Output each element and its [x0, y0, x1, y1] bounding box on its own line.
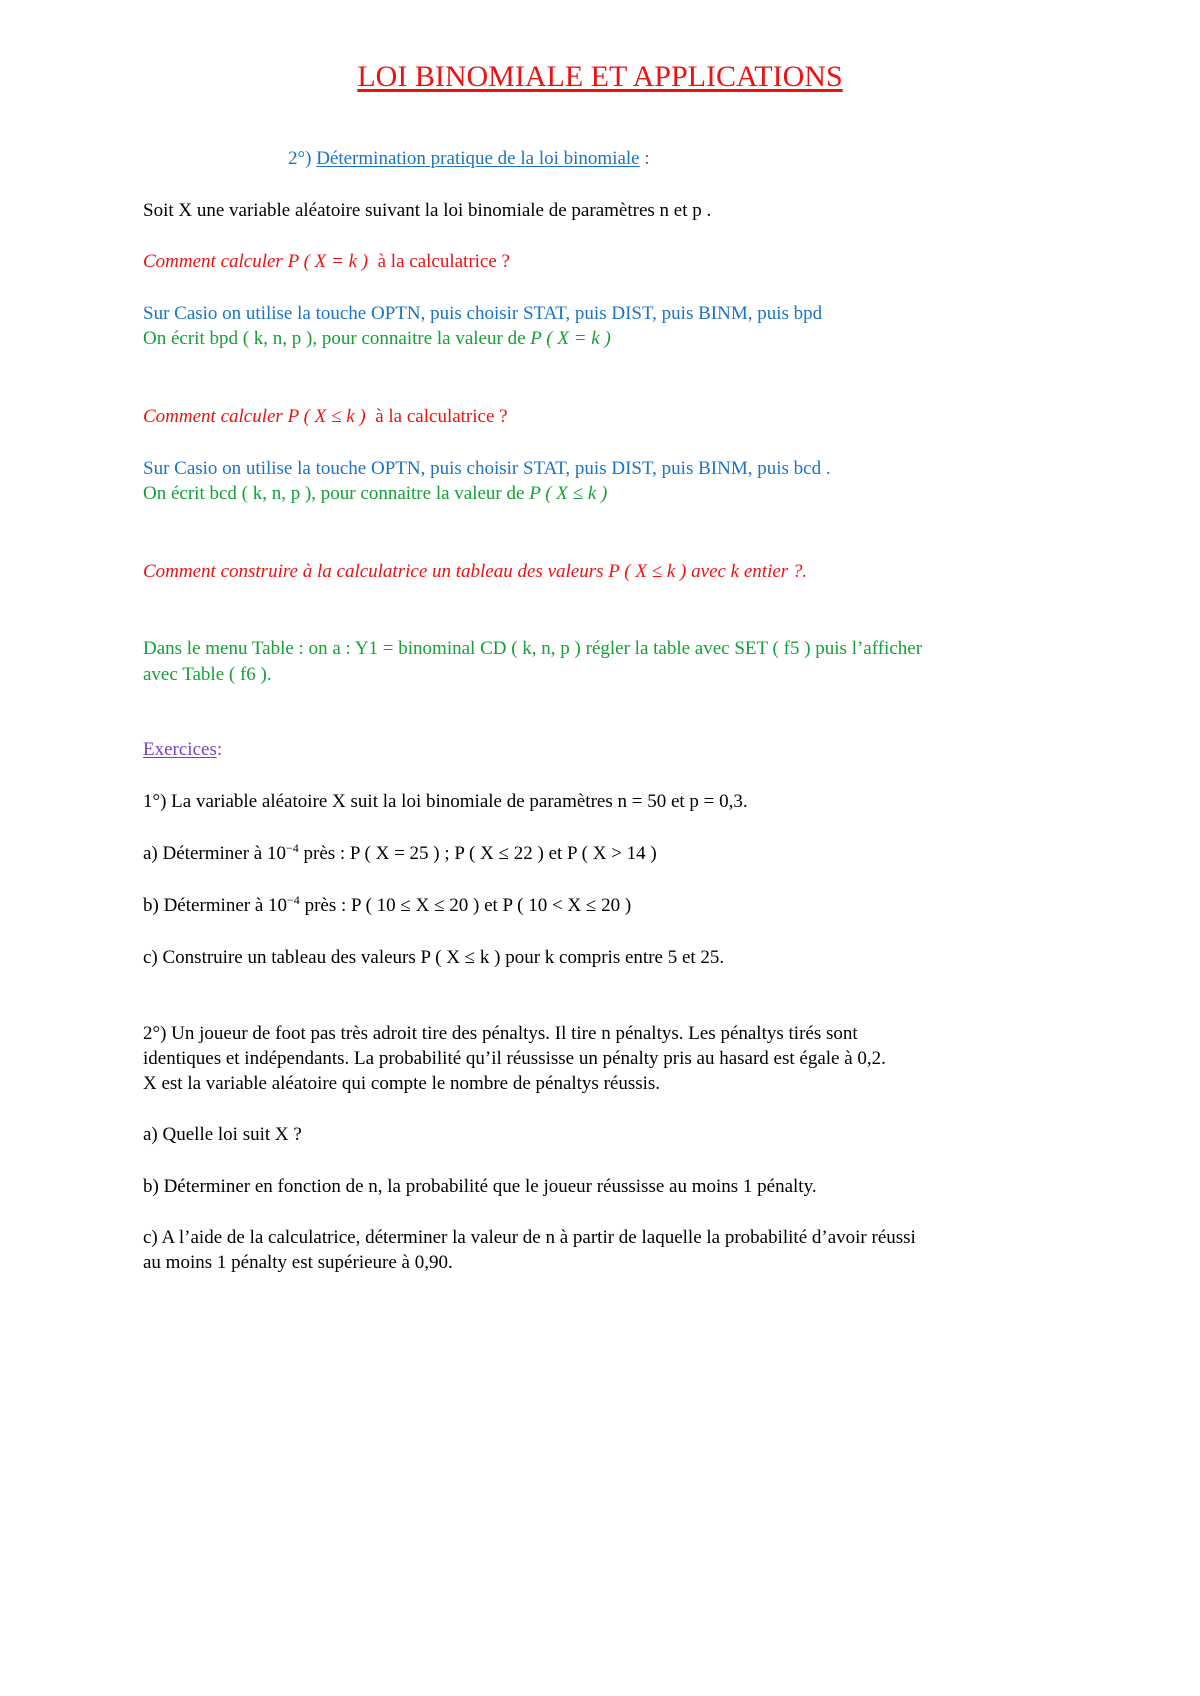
section-label: Détermination pratique de la loi binomiale — [316, 148, 640, 169]
question-1 — [143, 250, 510, 274]
exercise-1-b-prefix: b) Déterminer à 10 — [143, 895, 288, 916]
answer-1-casio: Sur Casio on utilise la touche OPTN, puis choisir STAT, puis DIST, puis BINM, puis bpd — [143, 303, 823, 324]
exercise-1-statement: 1°) La variable aléatoire X suit la loi binomiale de paramètres n = 50 et p = 0,3. — [143, 791, 748, 812]
question-2 — [143, 405, 508, 429]
answer-2-ecrit — [143, 482, 607, 506]
answer-3-line-1: Dans le menu Table : on a : Y1 = binominal CD ( k, n, p ) régler la table avec SET ( f5 ) puis l’afficher — [143, 638, 923, 659]
exercise-2-line-3: X est la variable aléatoire qui compte le nombre de pénaltys réussis. — [143, 1073, 661, 1094]
answer-1-ecrit-expr: P ( X = k ) — [530, 328, 611, 349]
question-3: Comment construire à la calculatrice un tableau des valeurs P ( X ≤ k ) avec k entier ?. — [143, 561, 808, 582]
exercise-1-a-prefix: a) Déterminer à 10 — [143, 843, 286, 864]
question-2-expr: Comment calculer P ( X ≤ k ) — [143, 406, 366, 427]
exercise-2-line-2: identiques et indépendants. La probabilité qu’il réussisse un pénalty pris au hasard est égale à 0,2. — [143, 1048, 886, 1069]
exercices-heading — [143, 738, 222, 762]
answer-2-ecrit-text: On écrit bcd ( k, n, p ), pour connaitre la valeur de — [143, 483, 530, 504]
answer-1-ecrit — [143, 327, 611, 351]
section-colon: : — [639, 148, 650, 169]
exercise-1-c: c) Construire un tableau des valeurs P ( X ≤ k ) pour k compris entre 5 et 25. — [143, 947, 725, 968]
question-2-suffix: à la calculatrice ? — [365, 406, 508, 427]
section-heading — [288, 147, 650, 171]
exercise-1-b-exponent: −4 — [287, 893, 300, 907]
answer-2-casio: Sur Casio on utilise la touche OPTN, puis choisir STAT, puis DIST, puis BINM, puis bcd . — [143, 458, 831, 479]
exercise-2-c-line-1: c) A l’aide de la calculatrice, déterminer la valeur de n à partir de laquelle la probabilité d’avoir réussi — [143, 1227, 916, 1248]
exercise-2-a: a) Quelle loi suit X ? — [143, 1124, 302, 1145]
intro-text: Soit X une variable aléatoire suivant la loi binomiale de paramètres n et p . — [143, 200, 712, 221]
exercise-2-c-line-2: au moins 1 pénalty est supérieure à 0,90. — [143, 1252, 453, 1273]
exercise-2-line-1: 2°) Un joueur de foot pas très adroit tire des pénaltys. Il tire n pénaltys. Les pénaltys tirés sont — [143, 1023, 858, 1044]
exercise-2-b: b) Déterminer en fonction de n, la probabilité que le joueur réussisse au moins 1 pénalty. — [143, 1176, 817, 1197]
document-title: LOI BINOMIALE ET APPLICATIONS — [357, 60, 843, 93]
exercise-1-b-suffix: près : P ( 10 ≤ X ≤ 20 ) et P ( 10 < X ≤ 20 ) — [299, 895, 632, 916]
exercise-1-a — [143, 842, 657, 866]
exercise-1-b — [143, 894, 631, 918]
question-1-suffix: à la calculatrice ? — [368, 251, 510, 272]
answer-1-ecrit-text: On écrit bpd ( k, n, p ), pour connaitre la valeur de — [143, 328, 531, 349]
question-1-expr: Comment calculer P ( X = k ) — [143, 251, 369, 272]
exercise-1-a-exponent: −4 — [285, 841, 299, 855]
answer-3-line-2: avec Table ( f6 ). — [143, 664, 272, 685]
exercices-colon: : — [216, 739, 223, 760]
section-number: 2°) — [288, 148, 312, 169]
exercise-1-a-suffix: près : P ( X = 25 ) ; P ( X ≤ 22 ) et P ( X > 14 ) — [298, 843, 657, 864]
exercices-label: Exercices — [143, 739, 217, 760]
answer-2-ecrit-expr: P ( X ≤ k ) — [529, 483, 608, 504]
